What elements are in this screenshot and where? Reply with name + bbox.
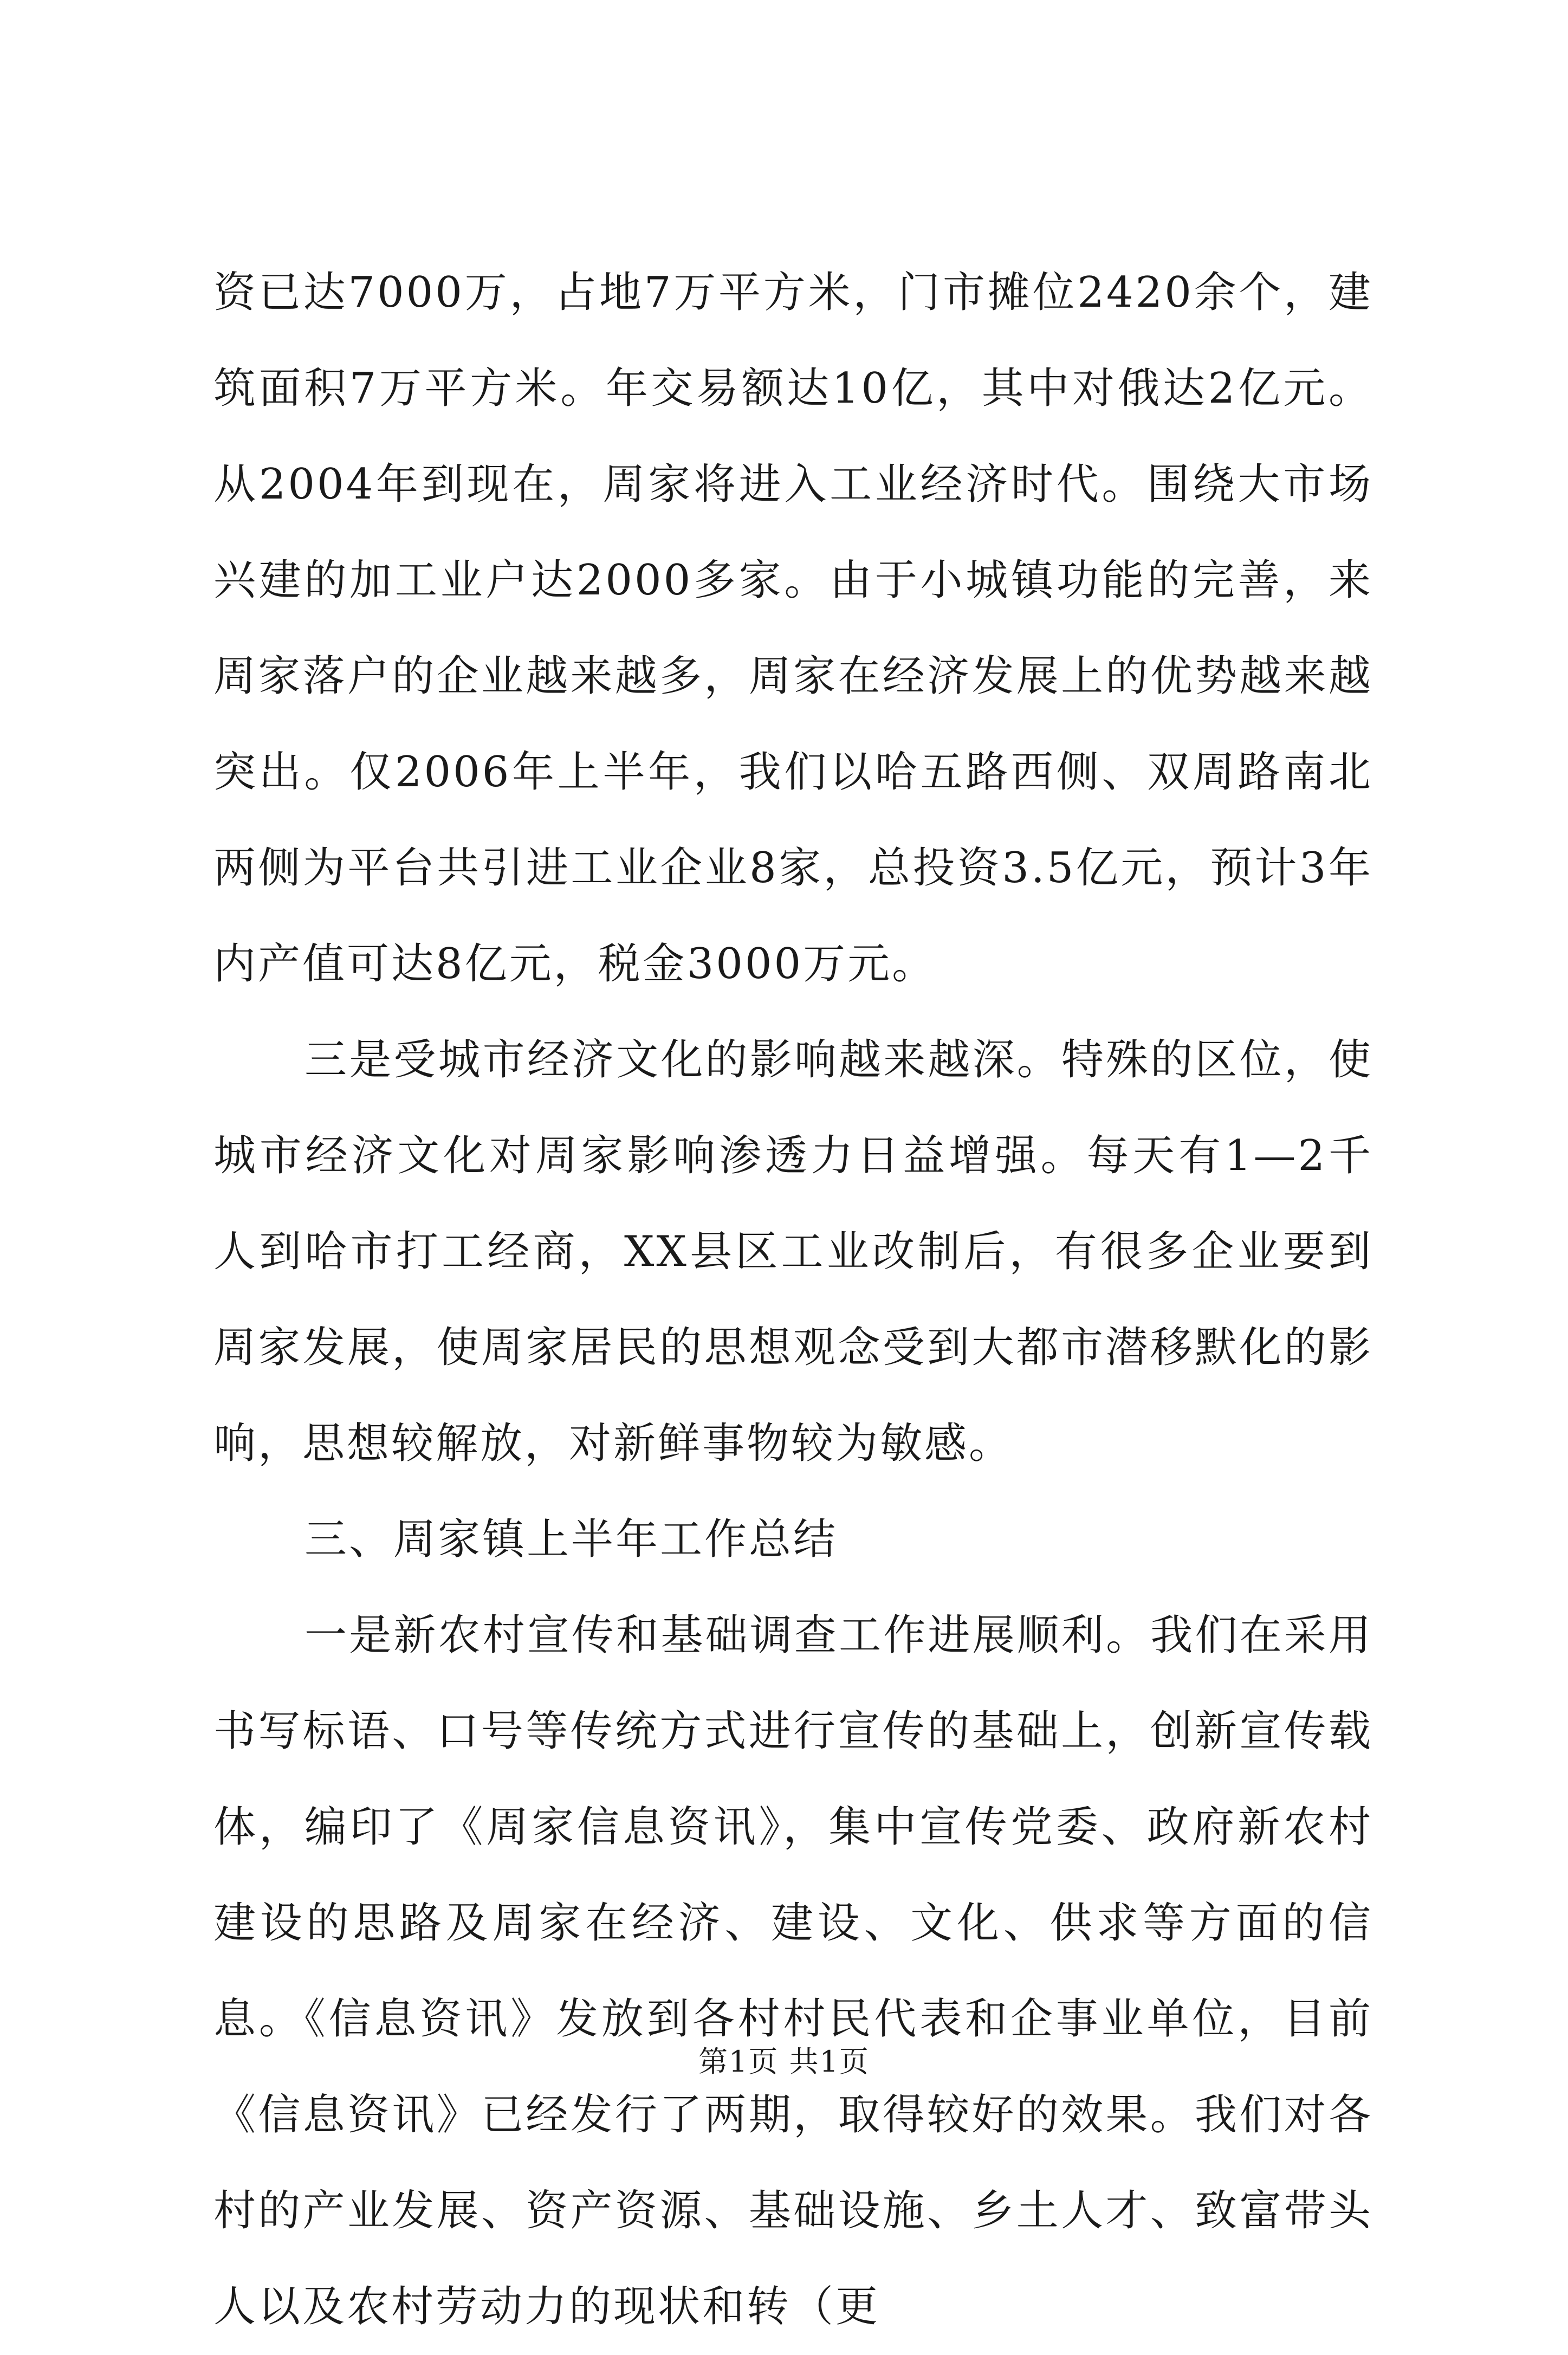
- paragraph-1: 资已达7000万，占地7万平方米，门市摊位2420余个，建筑面积7万平方米。年交易额达10亿，其中对俄达2亿元。从2004年到现在，周家将进入工业经济时代。围绕大市场兴建的加工业户达2000多家。由于小城镇功能的完善，来周家落户的企业越来越多，周家在经济发展上的优势越来越突出。仅2006年上半年，我们以哈五路西侧、双周路南北两侧为平台共引进工业企业8家，总投资3.5亿元，预计3年内产值可达8亿元，税金3000万元。: [213, 268, 1373, 988]
- paragraph-3: 一是新农村宣传和基础调查工作进展顺利。我们在采用书写标语、口号等传统方式进行宣传的基础上，创新宣传载体，编印了《周家信息资讯》，集中宣传党委、政府新农村建设的思路及周家在经济、建设、文化、供求等方面的信息。《信息资讯》发放到各村村民代表和企事业单位，目前《信息资讯》已经发行了两期，取得较好的效果。我们对各村的产业发展、资产资源、基础设施、乡土人才、致富带头人以及农村劳动力的现状和转（更: [213, 1611, 1373, 2331]
- page-footer: 第1页 共1页: [698, 2045, 870, 2079]
- paragraph-2: 三是受城市经济文化的影响越来越深。特殊的区位，使城市经济文化对周家影响渗透力日益增强。每天有1—2千人到哈市打工经商，XX县区工业改制后，有很多企业要到周家发展，使周家居民的思想观念受到大都市潜移默化的影响，思想较解放，对新鲜事物较为敏感。: [213, 1036, 1373, 1468]
- section-heading: 三、周家镇上半年工作总结: [304, 1515, 838, 1564]
